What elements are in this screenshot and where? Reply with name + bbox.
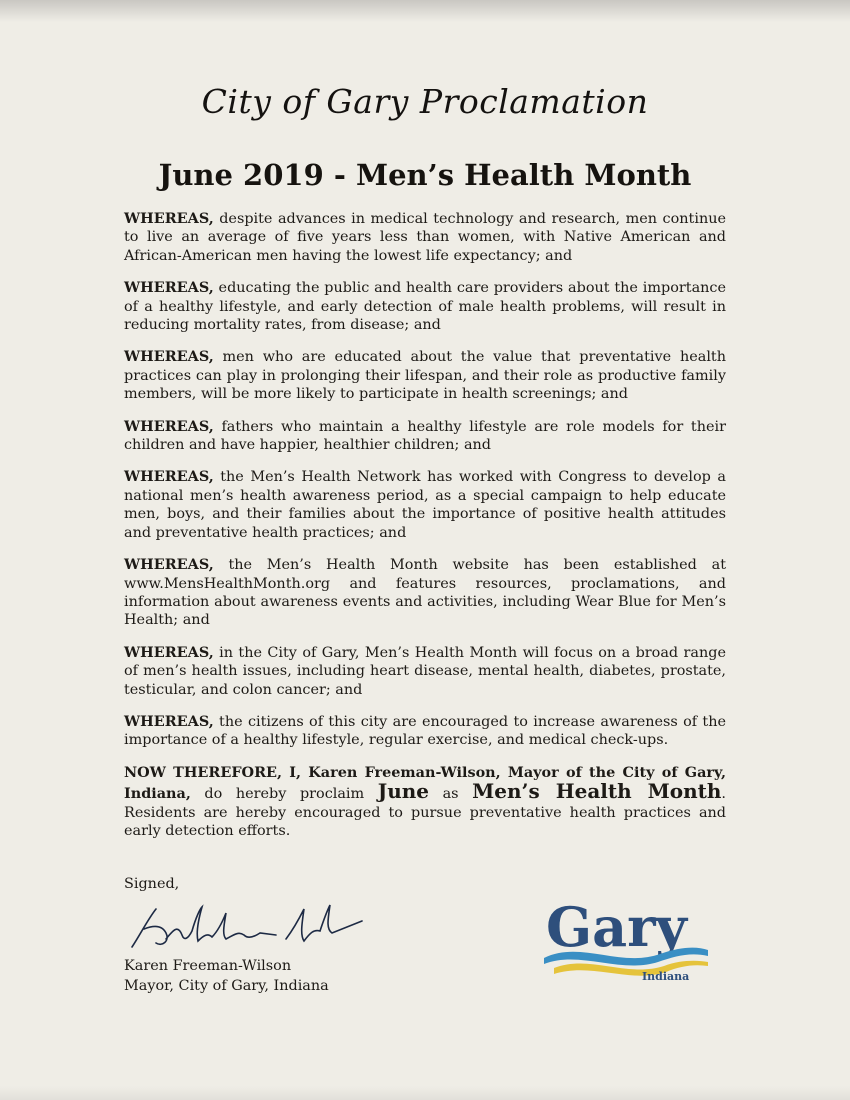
gary-indiana-logo: [540, 888, 710, 984]
proclamation-paragraph: NOW THEREFORE, I, Karen Freeman-Wilson, Mayor of the City of Gary, Indiana, do hereby proclaim June as Men’s Health Month. Residents are hereby encouraged to pursue preventative health practices and early detection efforts.: [124, 763, 726, 839]
whereas-paragraph-8: WHEREAS, the citizens of this city are encouraged to increase awareness of the importance of a healthy lifestyle, regular exercise, and medical check-ups.: [124, 712, 726, 749]
signer-title: Mayor, City of Gary, Indiana: [124, 978, 329, 994]
logo-word: Gary: [546, 895, 687, 959]
whereas-paragraph-6: WHEREAS, the Men’s Health Month website has been established at www.MensHealthMonth.org and features resources, proclamations, and information about awareness events and activities, including Wear Blue for Men’s Health; and: [124, 556, 726, 629]
whereas-paragraph-7: WHEREAS, in the City of Gary, Men’s Health Month will focus on a broad range of men’s health issues, including heart disease, mental health, diabetes, prostate, testicular, and colon cancer; and: [124, 643, 726, 698]
whereas-paragraph-3: WHEREAS, men who are educated about the value that preventative health practices can play in prolonging their lifespan, and their role as productive family members, will be more likely to participate in health screenings; and: [124, 348, 726, 403]
logo-subtitle: Indiana: [642, 970, 690, 983]
proclamation-body: [124, 210, 726, 854]
whereas-paragraph-2: WHEREAS, educating the public and health care providers about the importance of a healthy lifestyle, and early detection of male health problems, will result in reducing mortality rates, from disease; and: [124, 279, 726, 334]
whereas-paragraph-1: WHEREAS, despite advances in medical technology and research, men continue to live an average of five years less than women, with Native American and African-American men having the lowest life expectancy; and: [124, 210, 726, 264]
proclaimed-month: June: [377, 779, 430, 804]
signature-image: [126, 895, 366, 957]
page-title: June 2019 - Men’s Health Month: [158, 158, 692, 192]
scan-shadow-top: [0, 0, 850, 22]
signed-label: Signed,: [124, 876, 180, 892]
proclamation-heading: City of Gary Proclamation: [201, 82, 649, 121]
signer-block: [124, 956, 329, 996]
scan-shadow-bottom: [0, 1086, 850, 1100]
whereas-paragraph-5: WHEREAS, the Men’s Health Network has worked with Congress to develop a national men’s health awareness period, as a special campaign to help educate men, boys, and their families about the importance of positive health attitudes and preventative health practices; and: [124, 468, 726, 541]
signer-name: Karen Freeman-Wilson: [124, 958, 292, 974]
whereas-paragraph-4: WHEREAS, fathers who maintain a healthy lifestyle are role models for their children and have happier, healthier children; and: [124, 417, 726, 454]
proclaimed-observance: Men’s Health Month: [472, 779, 722, 804]
